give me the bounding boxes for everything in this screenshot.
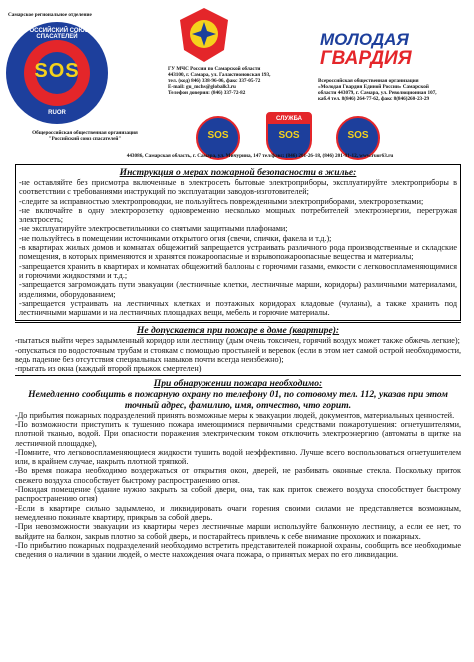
- section-fire-safety: [15, 164, 461, 321]
- mg-line: Всероссийская общественная организация: [318, 78, 419, 84]
- mg-info: [318, 78, 468, 102]
- molodaya-gvardiya-logo: [318, 30, 458, 72]
- list-item: -Помните, что легковоспламеняющиеся жидкости тушить водой неэффективно. Лучше всего воспользоваться огнетушителем или, в крайнем случае, накрыть плотной тряпкой.: [15, 447, 461, 467]
- list-item: -пытаться выйти через задымленный коридор или лестницу (дым очень токсичен, горячий воздух может также обжечь легкие);: [15, 336, 460, 346]
- sos-emblem-letters: SOS: [207, 130, 229, 141]
- list-item: -в квартирах жилых домов и комнатах общежитий запрещается устраивать различного рода производственные и складские помещения, в которых применяются и хранятся пожароопасные и взрывопожароопасные вещества и материалы;: [19, 243, 457, 262]
- section-on-detection: [15, 378, 461, 560]
- section-title: При обнаружении пожара необходимо:: [153, 377, 323, 389]
- mchs-emblem-icon: [178, 6, 230, 64]
- list-item: -не оставляйте без присмотра включенные в электросеть бытовые электроприборы, эксплуатируйте электроприборы в соответствии с требованиями инструкций по эксплуатации заводов-изготовителей;: [19, 178, 457, 197]
- ruor-logo-ring-text: РОССИЙСКИЙ СОЮЗ СПАСАТЕЛЕЙ: [25, 28, 89, 40]
- list-item: -По прибытию пожарных подразделений необходимо встретить представителей пожарной охраны, сообщить все необходимые сведения о наличии в здании людей, о месте нахождения очага пожара, о принятых мерах по его ликвидации.: [15, 540, 461, 560]
- list-item: -не включайте в одну электророзетку одновременно несколько мощных потребителей электроэнергии, перегружая электросеть;: [19, 205, 457, 225]
- mg-line: области 443079, г. Самара, ул. Революционная 107,: [318, 90, 437, 96]
- ruor-logo-letters: SOS: [34, 60, 80, 82]
- list-item: -прыгать из окна (каждый второй прыжок смертелен): [15, 364, 202, 374]
- sluzhba-label: СЛУЖБА: [268, 114, 310, 124]
- list-item: -не эксплуатируйте электросветильники со снятыми защитными плафонами;: [19, 224, 288, 234]
- divider: [15, 322, 461, 323]
- document-body: [15, 164, 461, 559]
- mg-logo-line2: ГВАРДИЯ: [320, 48, 412, 69]
- emergency-call-note: Немедленно сообщить в пожарную охрану по телефону 01, по сотовому тел. 112, указав при этом точный адрес, фамилию, имя, отчество, что горит.: [28, 388, 448, 411]
- sos-emblem-letters: SOS: [347, 130, 369, 141]
- mchs-line: Телефон доверия: (846) 337-72-82: [168, 90, 246, 96]
- section-title: Инструкция о мерах пожарной безопасности в жилье:: [119, 167, 357, 178]
- list-item: -До прибытия пожарных подразделений принять возможные меры к эвакуации людей, документов, материальных ценностей.: [15, 410, 455, 420]
- left-org-top: Самарское региональное отделение: [8, 12, 92, 18]
- list-item: -По возможности приступить к тушению пожара имеющимися первичными средствами пожаротушения: огнетушителями, плотной тканью, водой. При опасности поражения электрическим током отключить электроэнергию (автоматы в щитке на лестничной площадке),: [15, 419, 461, 448]
- list-item: -Если в квартире сильно задымлено, и ликвидировать очаги горения своими силами не представляется возможным, немедленно покиньте квартиру, прикрыв за собой дверь.: [15, 503, 461, 522]
- list-item: -Покидая помещение (здание нужно закрыть за собой двери, она, так как приток свежего воздуха способствует быстрому распространению огня): [15, 485, 461, 504]
- mchs-line: 443100, г. Самара, ул. Галактионовская 193,: [168, 72, 271, 78]
- list-item: -Во время пожара необходимо воздержаться от открытия окон, дверей, не разбивать оконные стекла. Поскольку приток свежего воздуха способствует быстрому распространению огня.: [15, 466, 461, 485]
- left-org-bottom-1: Общероссийская общественная организация: [32, 130, 138, 136]
- mg-line: каб.4 тел. 8(846) 264-77-62, факс 8(846)260-23-29: [318, 96, 430, 102]
- list-item: -запрещается хранить в квартирах и комнатах общежитий баллоны с горючими газами, емкости с легковоспламеняющимися и горючими жидкостями и т.д.;: [19, 261, 457, 280]
- mchs-line: тел. (код) 846) 338-96-06, факс 337-05-72: [168, 78, 261, 84]
- list-item: -опускаться по водосточным трубам и стоякам с помощью простыней и веревок (если в этом нет самой острой необходимости, ведь падение без отсутствия специальных навыков почти всегда неизбежно);: [15, 345, 461, 365]
- list-item: -запрещается загромождать пути эвакуации (лестничные клетки, лестничные марши, коридоры) различными материалами, изделиями, оборудованием;: [19, 280, 457, 299]
- ruor-logo: [6, 22, 108, 124]
- mg-logo-line1: МОЛОДАЯ: [320, 30, 409, 49]
- address-line: 443086, Самарская область, г. Самара, ул. Мичурина, 147 тел/факс: (846) 201-26-18, (846) 201-91-12, www.ruor63.ru: [126, 153, 394, 159]
- left-org-bottom: [10, 130, 160, 142]
- section-title: Не допускается при пожаре в доме (квартире):: [136, 325, 340, 337]
- divider: [15, 375, 461, 376]
- sluzhba-letters: SOS: [278, 130, 300, 141]
- list-item: -запрещается устраивать на лестничных клетках и поэтажных коридорах кладовые (чуланы), а также хранить под лестничными маршами и на лестничных площадках вещи, мебель и горючие материалы.: [19, 298, 457, 318]
- mchs-line: E-mail: gu_mchs@globalk3.ru: [168, 84, 236, 90]
- list-item: -не пользуйтесь в помещении источниками открытого огня (свечи, спички, факела и т.д.);: [19, 233, 332, 243]
- list-item: -следите за исправностью электропроводки, не пользуйтесь поврежденными электроприборами, электророзетками;: [19, 196, 424, 206]
- section-not-allowed: [15, 325, 461, 373]
- mchs-line: ГУ МЧС России по Самарской области: [168, 66, 261, 72]
- mg-line: «Молодая Гвардия Единой России» Самарской: [318, 84, 429, 90]
- list-item: -При невозможности эвакуации из квартиры через лестничные марши используйте балконную лестницу, а если ее нет, то выйдите на балкон, закрыв плотно за собой дверь, и постарайтесь привлечь к себе внимание прохожих и пожарных.: [15, 522, 461, 541]
- mchs-info: [168, 66, 318, 96]
- ruor-logo-bottom: RUOR: [48, 110, 66, 116]
- left-org-bottom-2: "Российский союз спасателей": [48, 136, 122, 142]
